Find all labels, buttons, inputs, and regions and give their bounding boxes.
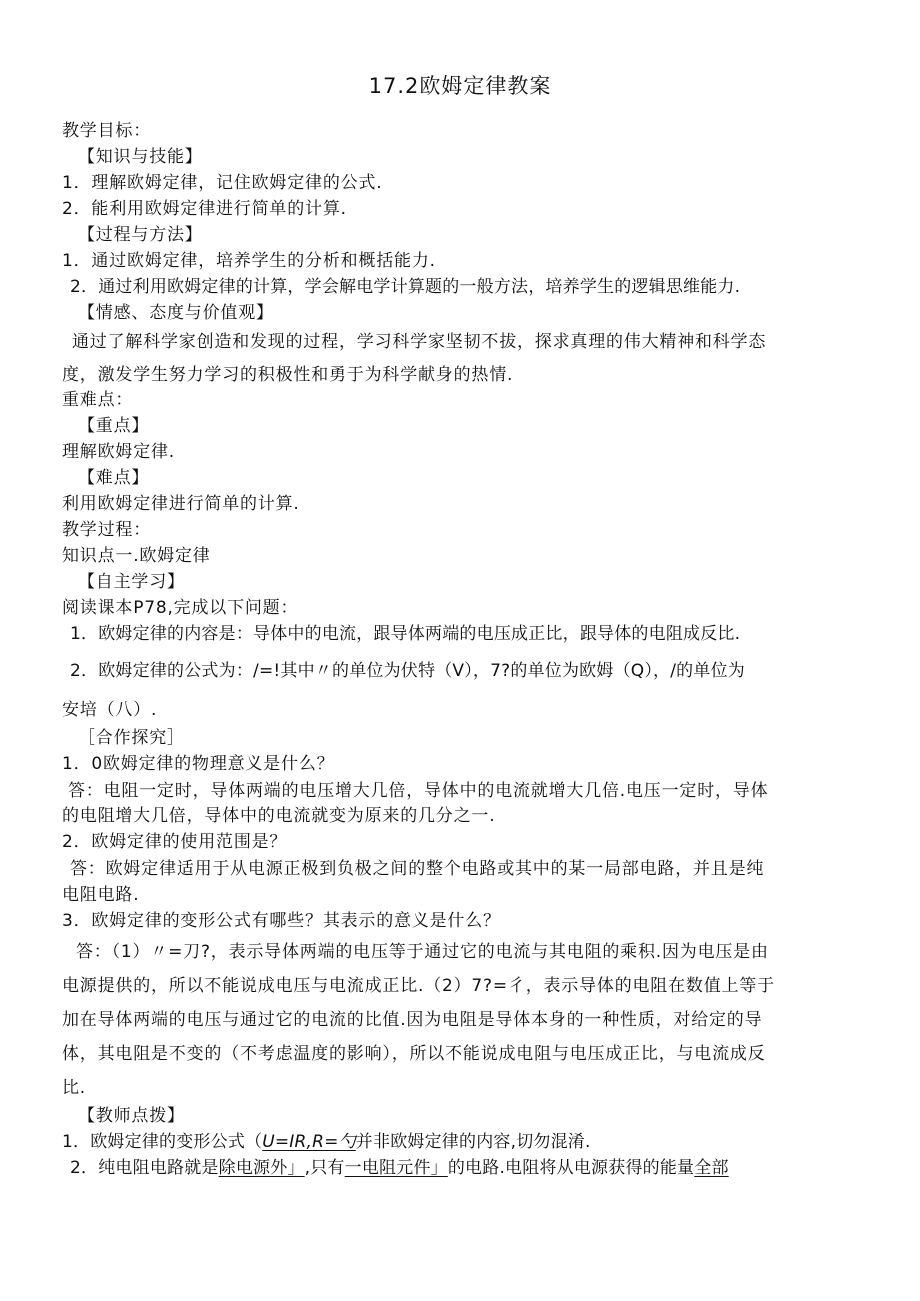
emotion-text: 度，激发学生努力学习的积极性和勇于为科学献身的热情. xyxy=(62,365,514,385)
process-section-heading: 教学过程： xyxy=(62,520,151,540)
coop-answer: 体，其电阻是不变的（不考虑温度的影响），所以不能说成电阻与电压成正比，与电流成反 xyxy=(62,1044,766,1064)
fill-blank-answer: 全部 xyxy=(694,1158,729,1178)
teacher-tip-1 xyxy=(62,1131,591,1153)
process-item: 1．通过欧姆定律，培养学生的分析和概括能力. xyxy=(62,251,436,271)
knowledge-item: 1．理解欧姆定律，记住欧姆定律的公式. xyxy=(62,173,383,193)
self-study-question: 1．欧姆定律的内容是：导体中的电流，跟导体两端的电压成正比，跟导体的电阻成反比. xyxy=(70,624,741,644)
self-study-intro: 阅读课本P78,完成以下问题： xyxy=(62,598,299,618)
teacher-tip-1-pre: 1．欧姆定律的变形公式（ xyxy=(62,1132,263,1152)
knowledge-heading: 【知识与技能】 xyxy=(78,147,203,167)
teacher-tip-2-post: 的电路.电阻将从电源获得的能量 xyxy=(447,1158,695,1178)
teacher-tip-1-post: 并非欧姆定律的内容,切勿混淆. xyxy=(355,1132,591,1152)
objectives-heading: 教学目标： xyxy=(62,121,151,141)
coop-answer: 答：（1）〃=刀?，表示导体两端的电压等于通过它的电流与其电阻的乘积.因为电压是由 xyxy=(76,942,769,962)
coop-question: 1．0欧姆定律的物理意义是什么？ xyxy=(62,754,335,774)
coop-question: 3．欧姆定律的变形公式有哪些？其表示的意义是什么？ xyxy=(62,911,501,931)
hard-point-heading: 【难点】 xyxy=(78,468,150,488)
teacher-tip-2-mid: ,只有 xyxy=(304,1158,345,1178)
process-heading: 【过程与方法】 xyxy=(78,225,203,245)
self-study-heading: 【自主学习】 xyxy=(78,572,185,592)
hard-point-text: 利用欧姆定律进行简单的计算. xyxy=(62,494,300,514)
formula-text: U=IR,R=勺 xyxy=(262,1132,356,1152)
key-point-text: 理解欧姆定律. xyxy=(62,442,176,462)
difficulty-heading: 重难点： xyxy=(62,390,134,410)
teacher-tip-2 xyxy=(70,1157,729,1179)
teacher-heading: 【教师点拨】 xyxy=(78,1106,185,1126)
coop-answer: 答：电阻一定时，导体两端的电压增大几倍，导体中的电流就增大几倍.电压一定时，导体 xyxy=(68,781,769,801)
process-item: 2．通过利用欧姆定律的计算，学会解电学计算题的一般方法，培养学生的逻辑思维能力. xyxy=(70,277,741,297)
coop-heading: ［合作探究］ xyxy=(78,728,185,748)
fill-blank-answer: 除电源外」 xyxy=(218,1158,305,1178)
point-one-heading: 知识点一.欧姆定律 xyxy=(62,546,211,566)
coop-answer: 电阻电路. xyxy=(62,885,140,905)
self-study-question: 安培（八）. xyxy=(62,700,158,720)
page-title: 17.2欧姆定律教案 xyxy=(368,74,552,98)
knowledge-item: 2．能利用欧姆定律进行简单的计算. xyxy=(62,199,347,219)
fill-blank-answer: 一电阻元件」 xyxy=(344,1158,448,1178)
self-study-question: 2．欧姆定律的公式为：/=!其中〃的单位为伏特（V），7?的单位为欧姆（Q），/的单位为 xyxy=(70,661,745,681)
emotion-heading: 【情感、态度与价值观】 xyxy=(78,303,274,323)
coop-answer: 加在导体两端的电压与通过它的电流的比值.因为电阻是导体本身的一种性质，对给定的导 xyxy=(62,1010,763,1030)
key-point-heading: 【重点】 xyxy=(78,416,150,436)
coop-answer: 答：欧姆定律适用于从电源正极到负极之间的整个电路或其中的某一局部电路，并且是纯 xyxy=(70,859,765,879)
coop-answer: 的电阻增大几倍，导体中的电流就变为原来的几分之一. xyxy=(62,806,496,826)
coop-answer: 电源提供的，所以不能说成电压与电流成正比.（2）7?=彳，表示导体的电阻在数值上等于 xyxy=(62,976,775,996)
coop-question: 2．欧姆定律的使用范围是？ xyxy=(62,832,288,852)
teacher-tip-2-pre: 2．纯电阻电路就是 xyxy=(70,1158,219,1178)
coop-answer: 比. xyxy=(62,1078,87,1098)
emotion-text: 通过了解科学家创造和发现的过程，学习科学家坚韧不拔，探求真理的伟大精神和科学态 xyxy=(72,332,767,352)
